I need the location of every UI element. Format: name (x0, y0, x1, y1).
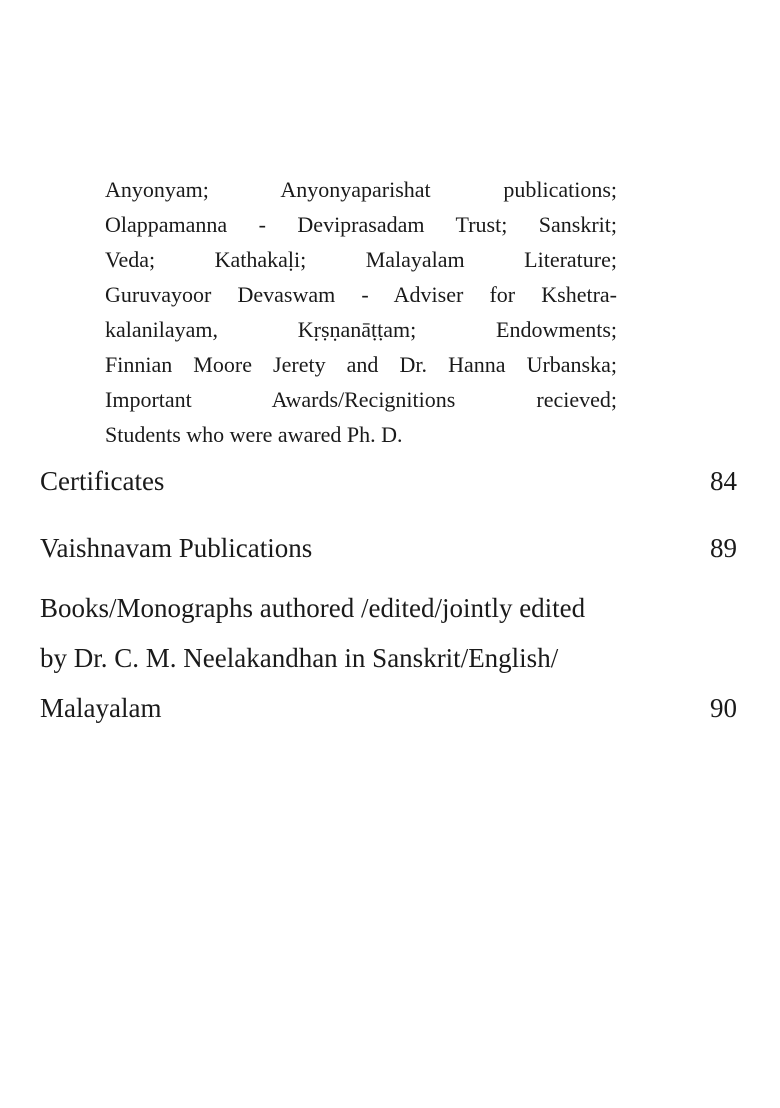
toc-entry-title: Certificates (40, 466, 165, 496)
contents-subentry-paragraph (105, 172, 617, 452)
toc-entry-page: 84 (710, 466, 737, 496)
toc-entry-title-line: Books/Monographs authored /edited/jointly edited (40, 593, 586, 623)
toc-entry-title: Vaishnavam Publications (40, 533, 313, 563)
paragraph-line: kalanilayam, Kṛṣṇanāṭṭam; Endowments; (105, 317, 617, 342)
toc-entry-certificates (40, 456, 737, 506)
paragraph-line: Students who were awared Ph. D. (105, 422, 403, 447)
toc-entry-page: 89 (710, 533, 737, 563)
paragraph-line: Guruvayoor Devaswam - Adviser for Kshetra- (105, 282, 617, 307)
paragraph-line: Olappamanna - Deviprasadam Trust; Sanskrit; (105, 212, 617, 237)
toc-entry-page: 90 (710, 693, 737, 723)
toc-entry-vaishnavam-publications (40, 523, 737, 573)
toc-entry-title-line: Malayalam (40, 693, 162, 723)
paragraph-line: Finnian Moore Jerety and Dr. Hanna Urbanska; (105, 352, 617, 377)
toc-entry-books-monographs (40, 583, 737, 733)
toc-entry-title-line: by Dr. C. M. Neelakandhan in Sanskrit/English/ (40, 643, 559, 673)
paragraph-line: Anyonyam; Anyonyaparishat publications; (105, 177, 617, 202)
paragraph-line: Veda; Kathakaḷi; Malayalam Literature; (105, 247, 617, 272)
paragraph-line: Important Awards/Recignitions recieved; (105, 387, 617, 412)
